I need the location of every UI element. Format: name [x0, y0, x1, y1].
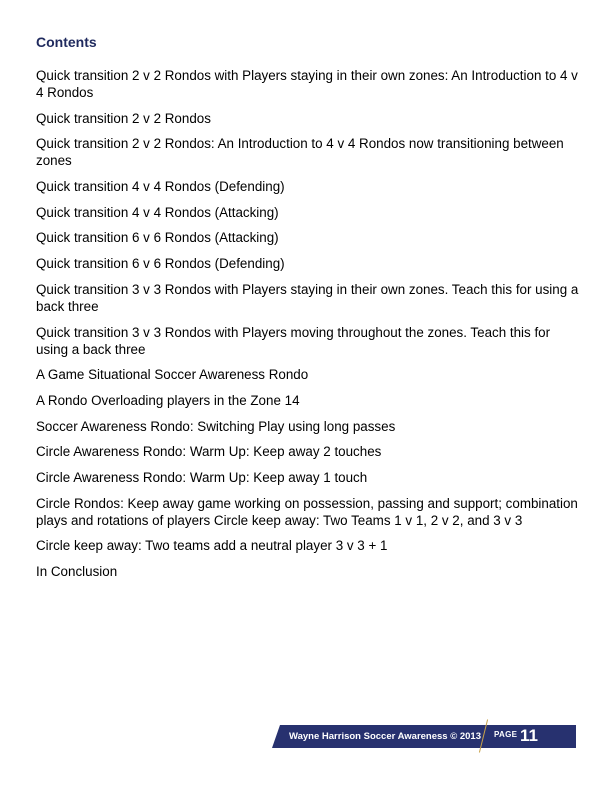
contents-item: Circle Rondos: Keep away game working on possession, passing and support; combination plays and rotations of players Circle keep away: Two Teams 1 v 1, 2 v 2, and 3 v 3 — [36, 495, 578, 528]
contents-item: Soccer Awareness Rondo: Switching Play using long passes — [36, 418, 396, 434]
contents-item: Quick transition 4 v 4 Rondos (Defending) — [36, 179, 285, 195]
contents-item: Circle Awareness Rondo: Warm Up: Keep away 1 touch — [36, 469, 368, 485]
contents-item: Quick transition 6 v 6 Rondos (Defending) — [36, 256, 285, 272]
contents-item: Quick transition 2 v 2 Rondos: An Introduction to 4 v 4 Rondos now transitioning between zones — [36, 136, 564, 169]
contents-heading: Contents — [36, 34, 97, 50]
contents-item: Quick transition 4 v 4 Rondos (Attacking) — [36, 204, 279, 220]
contents-item: A Game Situational Soccer Awareness Rondo — [36, 367, 309, 383]
contents-item: A Rondo Overloading players in the Zone 14 — [36, 392, 300, 408]
contents-item: Quick transition 2 v 2 Rondos — [36, 110, 211, 126]
page-footer — [272, 725, 576, 748]
contents-item: Quick transition 2 v 2 Rondos with Players staying in their own zones: An Introduction to 4 v 4 Rondos — [36, 68, 578, 100]
footer-page-number: 11 — [520, 726, 538, 745]
contents-item: Quick transition 3 v 3 Rondos with Players moving throughout the zones. Teach this for using a back three — [36, 324, 551, 357]
contents-item: Quick transition 3 v 3 Rondos with Players staying in their own zones. Teach this for using a back three — [36, 281, 579, 314]
footer-author: Wayne Harrison Soccer Awareness © 2013 — [289, 731, 481, 742]
contents-item: Quick transition 6 v 6 Rondos (Attacking) — [36, 230, 279, 246]
contents-item: In Conclusion — [36, 564, 118, 579]
contents-item: Circle keep away: Two teams add a neutral player 3 v 3 + 1 — [36, 538, 388, 554]
contents-item: Circle Awareness Rondo: Warm Up: Keep away 2 touches — [36, 444, 382, 460]
contents-list — [36, 67, 584, 589]
footer-page-label: PAGE — [494, 730, 518, 739]
